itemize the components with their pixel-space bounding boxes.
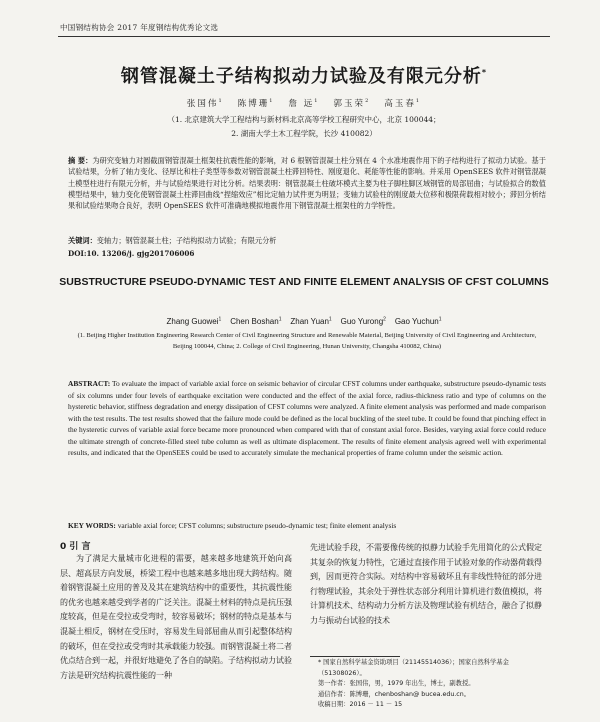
abstract-zh-text: 为研究变轴力对圆截面钢管混凝土框架柱抗震性能的影响，对 6 根钢管混凝土柱分别在 4 个水准地震作用下的子结构进行了拟动力试验。基于试验结果，分析了轴力变化、径厚比和柱子类型等参数对钢管混凝土柱滞回特性、刚度退化、耗能等性能的影响。并采用 OpenSEES 软件对钢管混凝土模型柱进行有限元分析，并与试验结果进行对比分析。结果表明：钢管混凝土柱破坏模式主要为柱子脚柱脚区域钢管的局部屈曲；与试验拟合的数值模型结果中，轴力变化使钢管混凝土柱滞回曲线“捏缩效应”相比定轴力试件更为明显；变轴力试验柱的刚度最大位移和极限荷载相对较小；滞回分析结果和试验结果吻合良好，表明 OpenSEES 软件可准确地模拟地震作用下钢管混凝土框架柱的力学特性。: [68, 156, 546, 211]
author-en: Chen Boshan$^1$: [230, 316, 282, 326]
authors-zh: [58, 97, 550, 109]
abstract-zh-label: 摘 要：: [68, 156, 93, 165]
footnote-first-author: 第一作者：张国伟，男，1979 年出生，博士，副教授。: [318, 680, 475, 687]
footnote-received-date: 收稿日期：2016 － 11 － 15: [318, 701, 403, 708]
keywords-zh-label: 关键词：: [68, 236, 97, 245]
affiliation-zh-line: （1. 北京建筑大学工程结构与新材料北京高等学校工程研究中心，北京 100044；: [167, 115, 441, 124]
author-en: Zhan Yuan$^1$: [290, 316, 332, 326]
intro-left-paragraph: 为了满足大量城市化进程的需要，越来越多地建筑开始向高层、超高层方向发展，桥梁工程中也越来越多地出现大跨结构。随着钢管混凝土应用的普及及其在建筑结构中的重要性，其抗震性能的优劣也越来越受到学者的广泛关注。混凝土材料的特点是抗压强度较高，但是在受拉或受弯时，较容易破坏；钢材的特点是基本与混凝土相反，钢材在受压时，容易发生局部屈曲从而引起整体结构的破坏，但在受拉或受弯时其承载能力较强。而钢管混凝土将二者优点结合到一起，并很好地避免了各自的缺陷。子结构拟动力试验方法是研究结构抗震性能的一种: [60, 554, 292, 680]
intro-left-column: [60, 552, 292, 683]
title-en: SUBSTRUCTURE PSEUDO-DYNAMIC TEST AND FINITE ELEMENT ANALYSIS OF CFST COLUMNS: [59, 276, 549, 288]
intro-right-column: [310, 541, 542, 629]
section-heading: 0 引 言: [60, 542, 91, 552]
keywords-en: [68, 521, 546, 530]
keywords-zh-text: 变轴力；钢管混凝土柱；子结构拟动力试验；有限元分析: [96, 236, 277, 245]
intro-right-paragraph: 先进试验手段，不需要像传统的拟静力试验手先用简化的公式假定其复杂的恢复力特性，它通过直接作用于试验对象的作动器荷载得到，因而更符合实际。对结构中容易破坏且有非线性特征的部分进行物理试验，其余处于弹性状态部分利用计算机进行数值模拟，将计算机技术、结构动力分析方法及物理试验有机结合，融合了拟静力与振动台试验的技术: [310, 543, 542, 625]
keywords-en-label: KEY WORDS:: [68, 521, 116, 530]
title-zh: [58, 62, 550, 88]
running-header: 中国钢结构协会 2017 年度钢结构优秀论文选: [60, 23, 219, 32]
author-zh: 张国伟$^1$: [186, 98, 224, 109]
author-en: Guo Yurong$^2$: [340, 316, 386, 326]
author-zh: 郭玉荣$^2$: [333, 98, 371, 109]
keywords-en-text: variable axial force; CFST columns; substructure pseudo-dynamic test; finite element analysis: [117, 521, 397, 530]
affiliation-zh-line: 2. 湖南大学土木工程学院，长沙 410082）: [231, 129, 377, 138]
author-zh: 陈博珊$^1$: [237, 98, 275, 109]
footnote-corresponding-author: 通信作者：陈博珊，chenboshan@ bucea.edu.cn。: [318, 690, 471, 698]
header-rule: [58, 36, 550, 37]
authors-en: [58, 316, 550, 326]
footnotes: [318, 658, 548, 711]
abstract-en-label: ABSTRACT:: [68, 379, 111, 388]
author-zh: 詹 远$^1$: [288, 98, 320, 109]
title-zh-mark: *: [481, 68, 488, 77]
abstract-zh: [68, 155, 546, 211]
title-zh-text: 钢管混凝土子结构拟动力试验及有限元分析: [120, 66, 482, 87]
footnote-rule: [310, 656, 400, 657]
author-zh: 高玉春$^1$: [384, 98, 422, 109]
affiliations-en: (1. Beijing Higher Institution Engineering Research Center of Civil Engineering Structure and Renewable Material, Beijing University of Civil Engineering and Architecture, Beijing 100044, China; 2. College of Civil Engineering, Hunan University, Changsha 410082, China): [77, 332, 537, 350]
abstract-en-text: To evaluate the impact of variable axial force on seismic behavior of circular CFST columns under earthquake, substructure pseudo-dynamic tests of six columns under four levels of earthquake excitation were conducted and the effect of the axial force, radius-thickness ratio and type of columns on the hysteretic behavior, stiffness degradation and energy dissipation of CFST columns were analyzed. A finite element analysis was performed and made comparison with the test results. The test results showed that the failure mode could be defined as the local buckling of the steel tube. It could be found that pinching effect in the hysteretic curves of variable axial force became more pronounced when compared with that of constant axial force. Besides, varying axial force could reduce the ultimate strength of concrete-filled steel tube column as well as ultimate displacement. The results of finite element analysis agreed well with experimental results, and indicated that the OpenSEES could be used to accurately simulate the mechanical properties of frame column under the seismic action.: [68, 379, 547, 457]
author-en: Zhang Guowei$^1$: [166, 316, 222, 326]
abstract-en: [68, 378, 546, 459]
keywords-zh: [68, 236, 546, 246]
footnote-funding: * 国家自然科学基金资助项目（21145514036）；国家自然科学基金（51308026）。: [318, 659, 509, 677]
author-en: Gao Yuchun$^1$: [394, 316, 442, 326]
doi: DOI:10. 13206/j. gjg201706006: [68, 249, 195, 258]
